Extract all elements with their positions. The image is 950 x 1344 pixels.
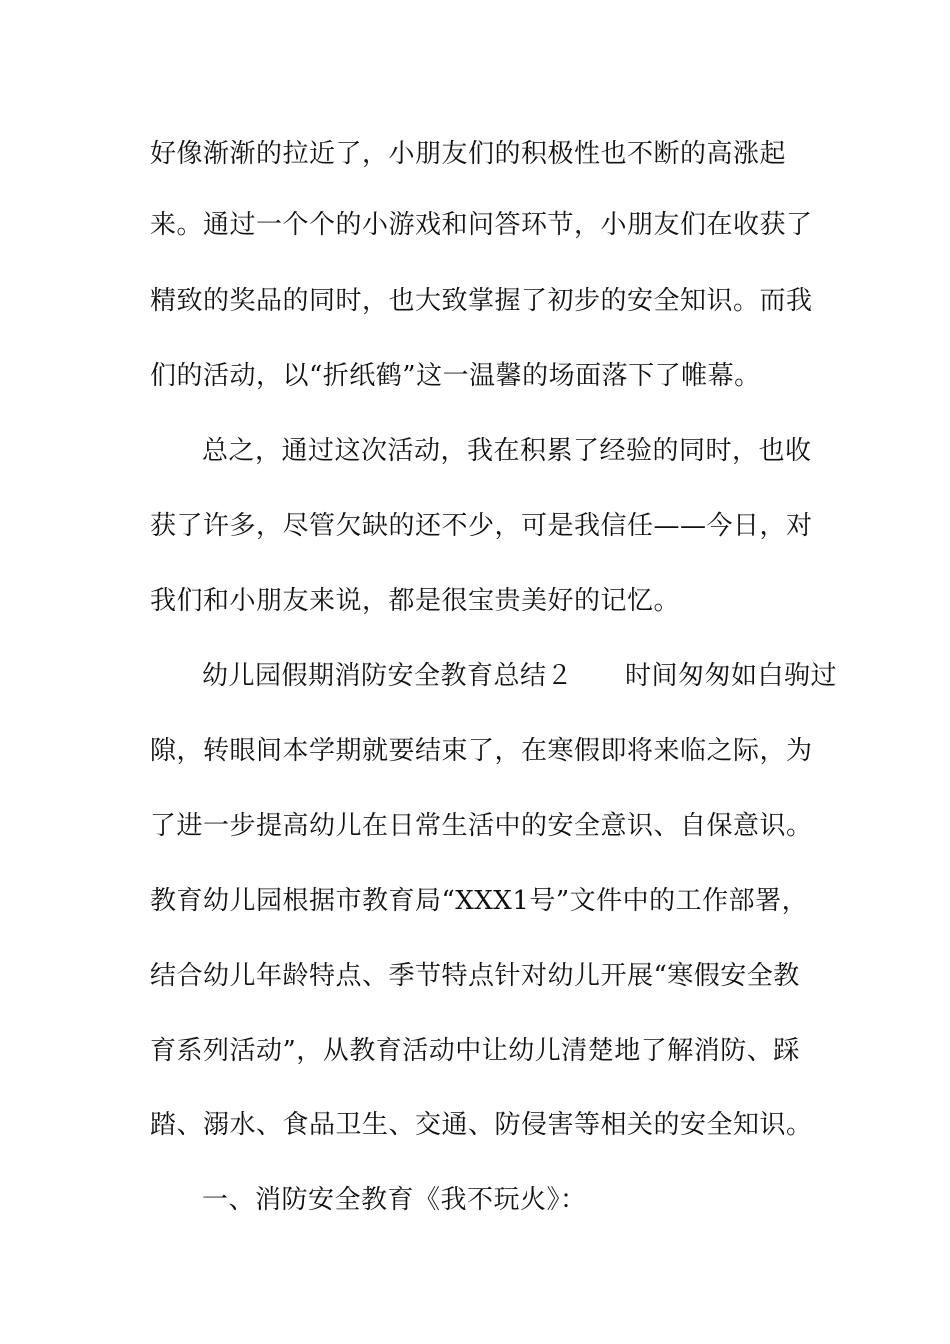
- paragraph-line: 隙，转眼间本学期就要结束了，在寒假即将来临之际，为: [150, 736, 813, 766]
- paragraph-line: 育系列活动”，从教育活动中让幼儿清楚地了解消防、踩: [150, 1036, 800, 1066]
- section-title: 幼儿园假期消防安全教育总结２: [202, 661, 574, 691]
- paragraph-line: 来。通过一个个的小游戏和问答环节，小朋友们在收获了: [150, 210, 813, 240]
- paragraph-line: 教育幼儿园根据市教育局“XXX1号”文件中的工作部署，: [150, 886, 809, 916]
- section-heading-line: [202, 661, 837, 691]
- paragraph-line: 好像渐渐的拉近了，小朋友们的积极性也不断的高涨起: [150, 139, 787, 169]
- paragraph-line: 结合幼儿年龄特点、季节特点针对幼儿开展“寒假安全教: [150, 961, 800, 991]
- paragraph-line: 我们和小朋友来说，都是很宝贵美好的记忆。: [150, 586, 681, 616]
- paragraph-line: 精致的奖品的同时，也大致掌握了初步的安全知识。而我: [150, 286, 813, 316]
- paragraph-line: 了进一步提高幼儿在日常生活中的安全意识、自保意识。: [150, 811, 813, 841]
- paragraph-line: 总之，通过这次活动，我在积累了经验的同时，也收: [202, 436, 812, 466]
- paragraph-line: 踏、溺水、食品卫生、交通、防侵害等相关的安全知识。: [150, 1110, 813, 1140]
- paragraph-line: 获了许多，尽管欠缺的还不少，可是我信任——今日，对: [150, 511, 813, 541]
- paragraph-text: 时间匆匆如白驹过: [625, 661, 838, 691]
- subsection-heading: 一、消防安全教育《我不玩火》：: [202, 1185, 587, 1215]
- paragraph-line: 们的活动，以“折纸鹤”这一温馨的场面落下了帷幕。: [150, 361, 761, 391]
